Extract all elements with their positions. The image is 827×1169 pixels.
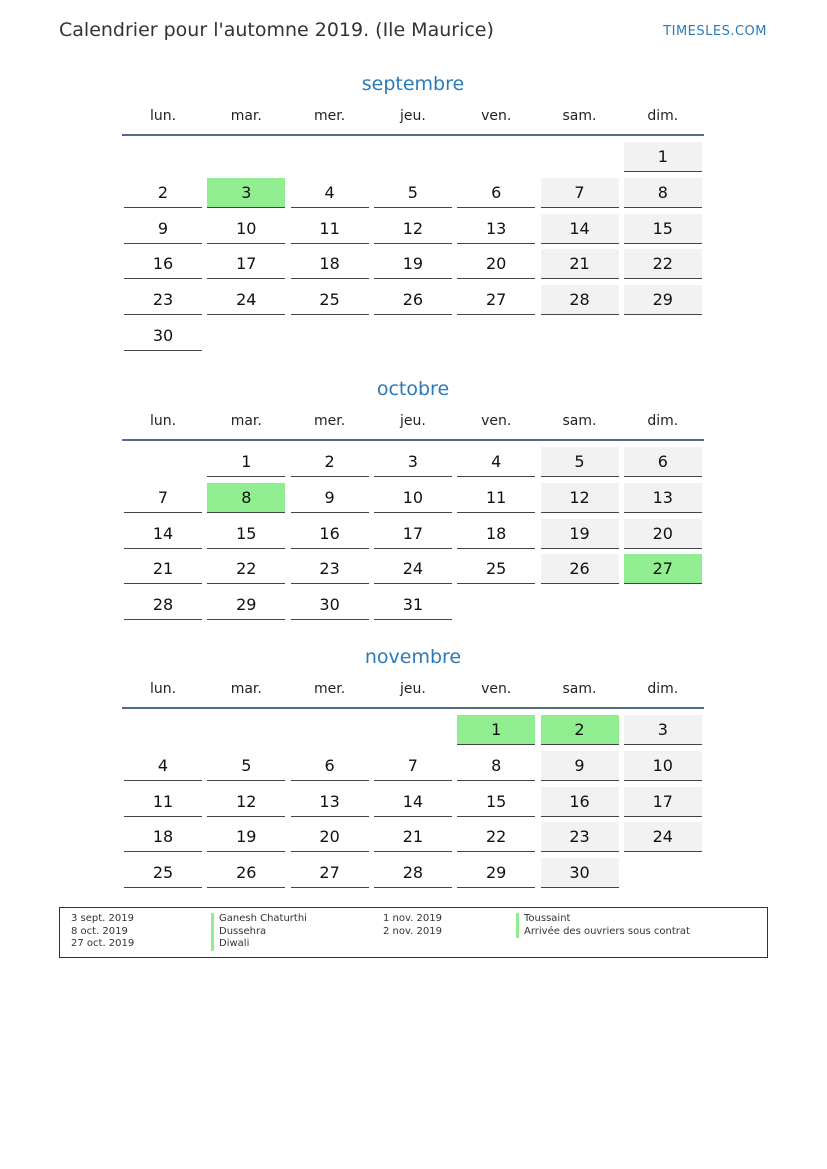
day-cell: 28: [124, 590, 202, 620]
day-cell: 28: [374, 858, 452, 888]
day-cell: 20: [457, 249, 535, 279]
day-cell: 21: [374, 822, 452, 852]
day-cell: 21: [541, 249, 619, 279]
day-cell: 11: [124, 787, 202, 817]
day-cell: 13: [624, 483, 702, 513]
page-title: Calendrier pour l'automne 2019. (Ile Maurice): [59, 19, 494, 41]
day-cell: 2: [291, 447, 369, 477]
holiday-day-cell: 2: [541, 715, 619, 745]
day-cell: 19: [374, 249, 452, 279]
day-cell: 14: [374, 787, 452, 817]
day-cell: 5: [541, 447, 619, 477]
day-cell: 20: [624, 519, 702, 549]
weekday-label: dim.: [647, 681, 679, 697]
day-cell: 6: [291, 751, 369, 781]
day-cell: 6: [457, 178, 535, 208]
legend-holiday-name: Toussaint: [516, 913, 690, 926]
month-title: septembre: [361, 73, 465, 95]
day-cell: 12: [374, 214, 452, 244]
legend-date: 8 oct. 2019: [71, 925, 128, 937]
weekday-label: ven.: [481, 413, 512, 429]
day-cell: 26: [207, 858, 285, 888]
day-cell: 25: [291, 285, 369, 315]
weekday-label: dim.: [647, 108, 679, 124]
holiday-day-cell: 8: [207, 483, 285, 513]
holiday-legend: [59, 907, 768, 958]
day-cell: 17: [374, 519, 452, 549]
day-cell: 8: [624, 178, 702, 208]
day-cell: 10: [374, 483, 452, 513]
day-cell: 4: [457, 447, 535, 477]
day-cell: 23: [541, 822, 619, 852]
day-cell: 7: [374, 751, 452, 781]
weekday-label: jeu.: [399, 108, 426, 124]
day-cell: 5: [374, 178, 452, 208]
weekday-label: ven.: [481, 108, 512, 124]
day-cell: 15: [207, 519, 285, 549]
day-cell: 4: [291, 178, 369, 208]
day-cell: 25: [457, 554, 535, 584]
holiday-day-cell: 27: [624, 554, 702, 584]
weekday-label: lun.: [149, 681, 177, 697]
day-cell: 22: [624, 249, 702, 279]
day-cell: 21: [124, 554, 202, 584]
day-cell: 11: [457, 483, 535, 513]
day-cell: 1: [624, 142, 702, 172]
brand-link[interactable]: TIMESLES.COM: [663, 24, 767, 39]
legend-date: 2 nov. 2019: [383, 925, 442, 937]
holiday-day-cell: 3: [207, 178, 285, 208]
day-cell: 26: [541, 554, 619, 584]
day-cell: 30: [291, 590, 369, 620]
legend-holiday-name: Arrivée des ouvriers sous contrat: [516, 926, 690, 939]
legend-date: 27 oct. 2019: [71, 938, 135, 949]
day-cell: 20: [291, 822, 369, 852]
day-cell: 1: [207, 447, 285, 477]
legend-holiday-name: Diwali: [211, 938, 307, 951]
weekday-label: mar.: [230, 413, 262, 429]
day-cell: 8: [457, 751, 535, 781]
weekday-label: mer.: [314, 681, 346, 697]
day-cell: 11: [291, 214, 369, 244]
weekday-label: jeu.: [399, 413, 426, 429]
month-novembre: [122, 643, 704, 883]
day-cell: 13: [291, 787, 369, 817]
day-cell: 16: [291, 519, 369, 549]
month-octobre: [122, 375, 704, 615]
day-cell: 19: [207, 822, 285, 852]
day-cell: 18: [124, 822, 202, 852]
day-cell: 7: [541, 178, 619, 208]
day-cell: 30: [124, 321, 202, 351]
weekday-label: sam.: [562, 681, 597, 697]
day-cell: 26: [374, 285, 452, 315]
day-cell: 16: [541, 787, 619, 817]
weekday-label: sam.: [562, 413, 597, 429]
day-cell: 22: [457, 822, 535, 852]
day-cell: 14: [124, 519, 202, 549]
weekday-header: [122, 677, 704, 709]
day-cell: 12: [207, 787, 285, 817]
weekday-label: ven.: [481, 681, 512, 697]
day-cell: 17: [624, 787, 702, 817]
day-cell: 10: [207, 214, 285, 244]
weekday-header: [122, 104, 704, 136]
day-cell: 16: [124, 249, 202, 279]
legend-holiday-name: Dussehra: [211, 926, 307, 939]
day-cell: 9: [124, 214, 202, 244]
day-cell: 31: [374, 590, 452, 620]
day-cell: 12: [541, 483, 619, 513]
day-cell: 17: [207, 249, 285, 279]
day-cell: 23: [124, 285, 202, 315]
holiday-day-cell: 1: [457, 715, 535, 745]
day-cell: 2: [124, 178, 202, 208]
day-cell: 23: [291, 554, 369, 584]
day-cell: 5: [207, 751, 285, 781]
day-cell: 29: [207, 590, 285, 620]
day-cell: 24: [374, 554, 452, 584]
weekday-label: mer.: [314, 413, 346, 429]
day-cell: 30: [541, 858, 619, 888]
day-cell: 15: [457, 787, 535, 817]
weekday-header: [122, 409, 704, 441]
weekday-label: mar.: [230, 681, 262, 697]
day-cell: 24: [207, 285, 285, 315]
month-septembre: [122, 70, 704, 345]
day-cell: 6: [624, 447, 702, 477]
legend-names-col-2: [516, 913, 690, 938]
legend-dates-col-2: [383, 913, 442, 938]
day-cell: 9: [291, 483, 369, 513]
legend-names-col-1: [211, 913, 307, 951]
legend-date: 3 sept. 2019: [71, 913, 134, 924]
day-cell: 10: [624, 751, 702, 781]
day-cell: 19: [541, 519, 619, 549]
day-cell: 9: [541, 751, 619, 781]
day-cell: 24: [624, 822, 702, 852]
weekday-label: dim.: [647, 413, 679, 429]
day-cell: 29: [624, 285, 702, 315]
weekday-label: mar.: [230, 108, 262, 124]
day-cell: 29: [457, 858, 535, 888]
day-cell: 14: [541, 214, 619, 244]
day-cell: 25: [124, 858, 202, 888]
weekday-label: lun.: [149, 108, 177, 124]
weekday-label: lun.: [149, 413, 177, 429]
day-cell: 18: [291, 249, 369, 279]
weekday-label: mer.: [314, 108, 346, 124]
day-cell: 18: [457, 519, 535, 549]
day-cell: 27: [291, 858, 369, 888]
day-cell: 27: [457, 285, 535, 315]
day-cell: 28: [541, 285, 619, 315]
day-cell: 22: [207, 554, 285, 584]
legend-dates-col-1: [71, 913, 134, 951]
legend-holiday-name: Ganesh Chaturthi: [211, 913, 307, 926]
legend-date: 1 nov. 2019: [383, 913, 442, 924]
day-cell: 4: [124, 751, 202, 781]
month-title: octobre: [376, 378, 450, 400]
weekday-label: sam.: [562, 108, 597, 124]
weekday-label: jeu.: [399, 681, 426, 697]
month-title: novembre: [364, 646, 462, 668]
day-cell: 7: [124, 483, 202, 513]
day-cell: 13: [457, 214, 535, 244]
day-cell: 3: [374, 447, 452, 477]
day-cell: 15: [624, 214, 702, 244]
day-cell: 3: [624, 715, 702, 745]
